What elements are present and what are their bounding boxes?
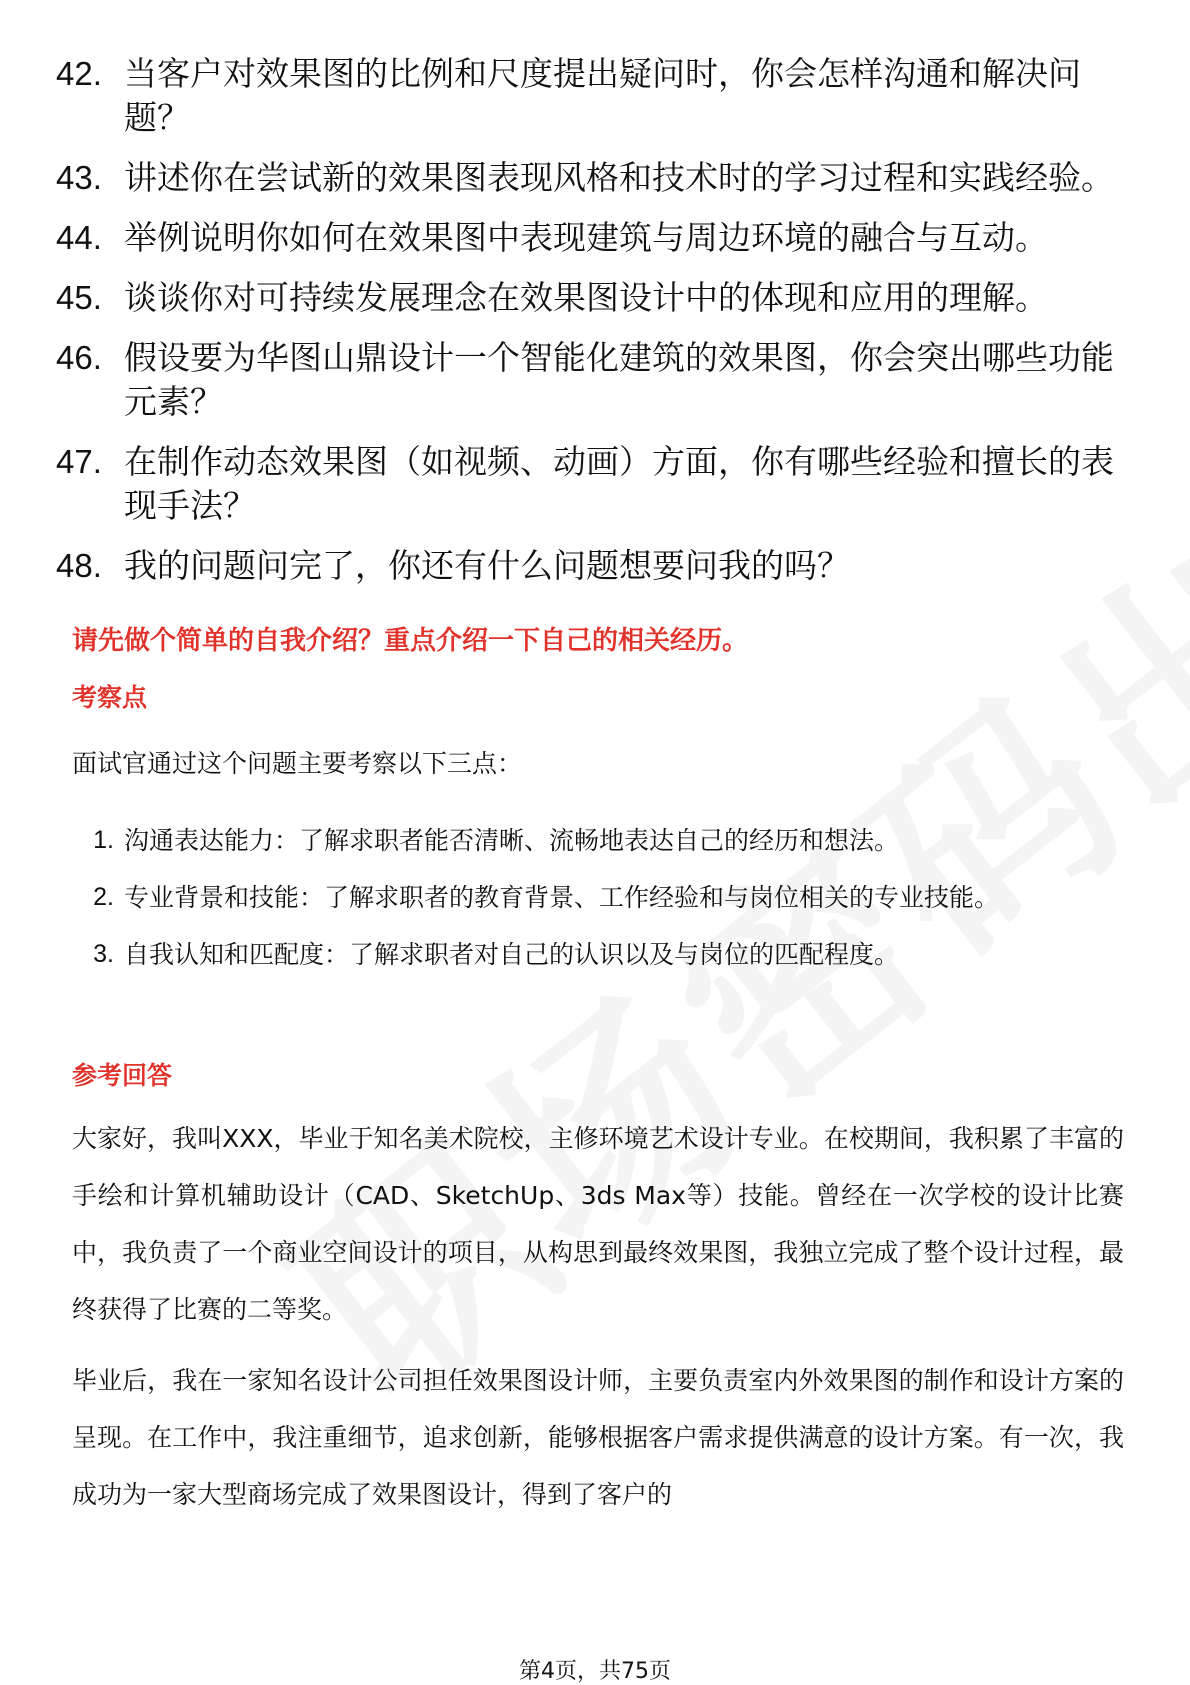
answer-heading: 参考回答: [72, 1061, 173, 1090]
question-number: 46.: [56, 339, 102, 376]
answer-paragraph: 毕业后，我在一家知名设计公司担任效果图设计师，主要负责室内外效果图的制作和设计方案的呈现。在工作中，我注重细节，追求创新，能够根据客户需求提供满意的设计方案。有一次，我成功为一家大型商场完成了效果图设计，得到了客户的: [72, 1366, 1124, 1509]
question-text: 假设要为华图山鼎设计一个智能化建筑的效果图，你会突出哪些功能元素？: [124, 338, 1114, 421]
question-item: [56, 216, 1136, 260]
question-number: 45.: [56, 279, 102, 316]
assessment-points: [72, 812, 1122, 983]
question-text: 谈谈你对可持续发展理念在效果图设计中的体现和应用的理解。: [124, 278, 1048, 317]
answer-paragraph: 大家好，我叫XXX，毕业于知名美术院校，主修环境艺术设计专业。在校期间，我积累了丰富的手绘和计算机辅助设计（CAD、SketchUp、3ds Max等）技能。曾经在一次学校的设计比赛中，我负责了一个商业空间设计的项目，从构思到最终效果图，我独立完成了整个设计过程，最终获得了比赛的二等奖。: [72, 1124, 1124, 1324]
list-item-number: 1.: [93, 826, 114, 854]
featured-question: 请先做个简单的自我介绍？重点介绍一下自己的相关经历。: [72, 626, 749, 656]
question-text: 讲述你在尝试新的效果图表现风格和技术时的学习过程和实践经验。: [124, 158, 1114, 197]
list-item-number: 3.: [93, 940, 114, 968]
question-text: 我的问题问完了，你还有什么问题想要问我的吗？: [124, 546, 850, 585]
question-item: [56, 440, 1136, 528]
question-list: [56, 52, 1136, 604]
list-item: [72, 926, 1122, 983]
question-number: 42.: [56, 55, 102, 92]
question-number: 43.: [56, 159, 102, 196]
question-item: [56, 544, 1136, 588]
question-text: 在制作动态效果图（如视频、动画）方面，你有哪些经验和擅长的表现手法？: [124, 442, 1114, 525]
question-number: 47.: [56, 443, 102, 480]
question-text: 举例说明你如何在效果图中表现建筑与周边环境的融合与互动。: [124, 218, 1048, 257]
list-item-text: 专业背景和技能：了解求职者的教育背景、工作经验和与岗位相关的专业技能。: [124, 883, 1000, 912]
list-item-text: 沟通表达能力：了解求职者能否清晰、流畅地表达自己的经历和想法。: [124, 826, 900, 855]
page-footer: 第4页，共75页: [519, 1659, 671, 1684]
question-item: [56, 52, 1136, 140]
list-item: [72, 812, 1122, 869]
question-text: 当客户对效果图的比例和尺度提出疑问时，你会怎样沟通和解决问题？: [124, 54, 1081, 137]
question-number: 48.: [56, 547, 102, 584]
question-number: 44.: [56, 219, 102, 256]
list-item-text: 自我认知和匹配度：了解求职者对自己的认识以及与岗位的匹配程度。: [124, 940, 900, 969]
question-item: [56, 276, 1136, 320]
assessment-intro: 面试官通过这个问题主要考察以下三点：: [72, 749, 523, 778]
list-item-number: 2.: [93, 883, 114, 911]
list-item: [72, 869, 1122, 926]
question-item: [56, 156, 1136, 200]
question-item: [56, 336, 1136, 424]
assessment-heading: 考察点: [72, 683, 148, 712]
